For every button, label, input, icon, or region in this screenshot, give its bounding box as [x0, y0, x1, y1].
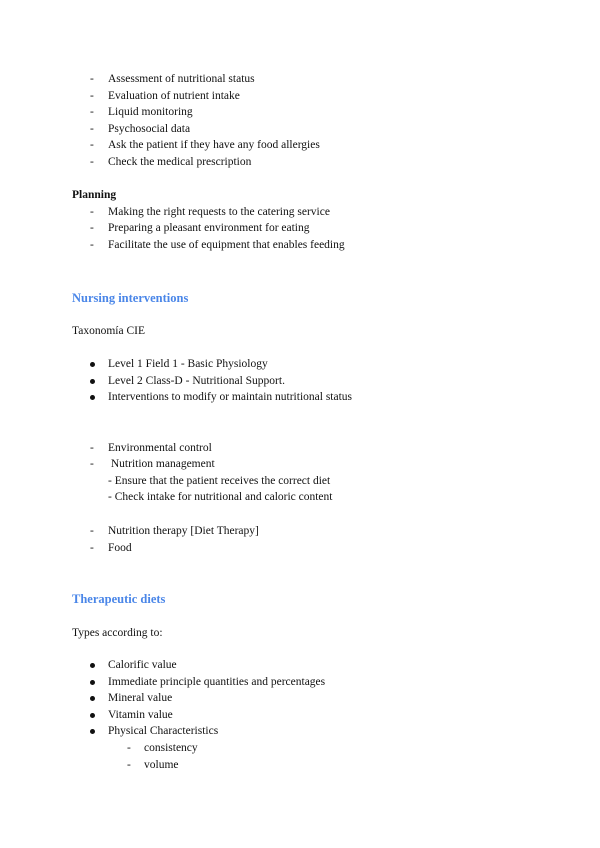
list-item: Assessment of nutritional status — [108, 73, 255, 85]
list-item: Making the right requests to the catering service — [108, 206, 330, 218]
list-item: Facilitate the use of equipment that enables feeding — [108, 239, 345, 251]
list-item: Food — [108, 542, 132, 554]
dash-marker: - — [90, 206, 94, 218]
list-item: Nutrition therapy [Diet Therapy] — [108, 525, 259, 537]
dash-marker: - — [90, 239, 94, 251]
dash-marker: - — [90, 222, 94, 234]
sub-list-item: - Ensure that the patient receives the correct diet — [108, 475, 331, 487]
planning-heading: Planning — [72, 189, 117, 201]
dash-marker: - — [127, 759, 131, 771]
bullet-icon — [90, 729, 95, 734]
bullet-icon — [90, 379, 95, 384]
taxonomy-label: Taxonomía CIE — [72, 325, 145, 337]
types-intro: Types according to: — [72, 627, 163, 639]
list-item: Nutrition management — [108, 458, 215, 470]
list-item: Ask the patient if they have any food allergies — [108, 139, 320, 151]
dash-marker: - — [90, 458, 94, 470]
list-item: Psychosocial data — [108, 123, 191, 135]
list-item: Preparing a pleasant environment for eating — [108, 222, 310, 234]
list-item: Liquid monitoring — [108, 106, 193, 118]
list-item: Check the medical prescription — [108, 156, 252, 168]
dash-marker: - — [90, 106, 94, 118]
dash-marker: - — [90, 123, 94, 135]
bullet-icon — [90, 663, 95, 668]
list-item: Immediate principle quantities and percentages — [108, 676, 326, 688]
bullet-icon — [90, 680, 95, 685]
dash-marker: - — [90, 156, 94, 168]
bullet-icon — [90, 696, 95, 701]
list-item: Environmental control — [108, 442, 212, 454]
list-item: Level 1 Field 1 - Basic Physiology — [108, 358, 268, 370]
nursing-interventions-heading: Nursing interventions — [72, 291, 189, 305]
list-item: Vitamin value — [108, 709, 173, 721]
list-item: Level 2 Class-D - Nutritional Support. — [108, 375, 285, 387]
list-item: Interventions to modify or maintain nutritional status — [108, 391, 353, 403]
sub-list-item: consistency — [144, 742, 198, 754]
therapeutic-diets-heading: Therapeutic diets — [72, 592, 166, 606]
dash-marker: - — [90, 525, 94, 537]
list-item: Calorific value — [108, 659, 177, 671]
dash-marker: - — [90, 139, 94, 151]
dash-marker: - — [90, 542, 94, 554]
dash-marker: - — [90, 442, 94, 454]
sub-list-item: volume — [144, 759, 179, 771]
bullet-icon — [90, 713, 95, 718]
list-item: Evaluation of nutrient intake — [108, 90, 240, 102]
dash-marker: - — [90, 73, 94, 85]
list-item: Physical Characteristics — [108, 725, 219, 737]
sub-list-item: - Check intake for nutritional and caloric content — [108, 491, 333, 503]
bullet-icon — [90, 362, 95, 367]
bullet-icon — [90, 395, 95, 400]
dash-marker: - — [90, 90, 94, 102]
dash-marker: - — [127, 742, 131, 754]
list-item: Mineral value — [108, 692, 173, 704]
